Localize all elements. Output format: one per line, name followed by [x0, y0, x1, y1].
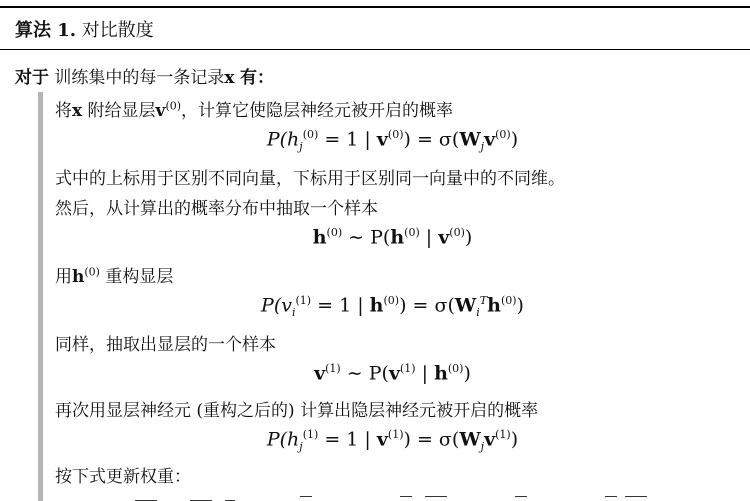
algorithm-title — [15, 16, 154, 42]
eq5-v: v — [376, 428, 388, 451]
equation-1 — [0, 128, 750, 153]
eq4-h: h — [434, 362, 448, 385]
eq2-v: v — [438, 226, 450, 249]
eq3-h-sup: (0) — [383, 294, 400, 307]
eq5-W: W — [459, 428, 481, 451]
eq1-mid: = 1 | — [318, 128, 377, 151]
eq1-v2: v — [484, 128, 496, 151]
step-1 — [55, 96, 453, 121]
loop-var: x — [224, 68, 235, 88]
eq1-v-sup: (0) — [387, 128, 404, 141]
eq1-lhs-sup: (0) — [302, 128, 319, 141]
eq3-W-sub: i — [476, 306, 480, 320]
eq3-end: ) — [516, 294, 524, 317]
step-1-var2: v — [155, 101, 166, 121]
step-5: 同样，抽取出显层的一个样本 — [55, 335, 276, 355]
eq1-W: W — [459, 128, 481, 151]
step-6: 再次用显层神经元 (重构之后的) 计算出隐层神经元被开启的概率 — [55, 401, 539, 421]
equation-4 — [0, 362, 750, 384]
eq5-v2: v — [484, 428, 496, 451]
eq2-v-sup: (0) — [449, 226, 465, 239]
eq2-h-sup: (0) — [326, 226, 343, 239]
loop-header — [15, 63, 274, 88]
equation-3 — [0, 294, 750, 319]
eq3-h: h — [369, 294, 384, 317]
truncated-equation-strokes — [95, 488, 655, 501]
loop-keyword: 对于 — [15, 68, 49, 88]
eq2-mid: ∼ P( — [342, 226, 391, 249]
eq4-bar: | — [415, 362, 435, 385]
step-1-tail: ，计算它使隐层神经元被开启的概率 — [181, 101, 454, 121]
eq1-v2-sup: (0) — [495, 128, 511, 141]
eq5-v-sup: (1) — [387, 428, 404, 441]
algorithm-label: 算法 1. — [15, 20, 77, 41]
eq4-mid: ∼ P( — [340, 362, 389, 385]
eq2-h: h — [312, 226, 327, 249]
equation-5 — [0, 428, 750, 453]
step-4-var: h — [72, 267, 85, 287]
eq4-end: ) — [463, 362, 471, 385]
eq5-end: ) — [510, 428, 519, 451]
equation-2 — [0, 226, 750, 248]
eq1-lhs-sub: j — [299, 140, 303, 154]
eq3-h2-sup: (0) — [500, 294, 517, 307]
loop-keyword-end: 有： — [239, 68, 274, 88]
step-1-pre: 将 — [55, 101, 72, 121]
eq3-lhs: P(v — [261, 294, 292, 317]
eq5-rhs: ) = σ( — [403, 428, 460, 451]
truncated-update-equation — [95, 488, 655, 501]
eq1-end: ) — [510, 128, 519, 151]
step-4-pre: 用 — [55, 267, 72, 287]
step-7: 按下式更新权重： — [55, 467, 191, 487]
step-4-sup: (0) — [84, 265, 100, 279]
eq4-v2-sup: (1) — [399, 362, 416, 375]
eq1-W-sub: j — [480, 140, 485, 154]
step-1-post: 附给显层 — [87, 101, 156, 121]
eq3-lhs-sub: i — [291, 306, 296, 320]
eq5-mid: = 1 | — [318, 428, 377, 451]
step-1-var: x — [72, 101, 83, 121]
eq5-W-sub: j — [480, 440, 485, 454]
eq4-v: v — [314, 362, 326, 385]
eq3-W-sup: T — [479, 294, 488, 307]
truncated-equation-glyphs — [95, 492, 655, 501]
eq5-lhs-sub: j — [299, 440, 303, 454]
algorithm-name: 对比散度 — [81, 20, 154, 41]
eq4-h-sup: (0) — [447, 362, 464, 375]
eq4-v-sup: (1) — [325, 362, 341, 375]
step-3: 然后，从计算出的概率分布中抽取一个样本 — [55, 199, 378, 219]
eq5-lhs: P(h — [266, 428, 300, 451]
eq3-lhs-sup: (1) — [295, 294, 312, 307]
eq1-lhs: P(h — [266, 128, 300, 151]
eq3-rhs: ) = σ( — [399, 294, 455, 317]
step-4-post: 重构显层 — [105, 267, 174, 287]
eq1-rhs: ) = σ( — [403, 128, 460, 151]
step-2: 式中的上标用于区别不同向量，下标用于区别同一向量中的不同维。 — [55, 169, 565, 189]
eq4-v2: v — [388, 362, 400, 385]
loop-text: 训练集中的每一条记录 — [54, 68, 225, 88]
eq2-bar: | — [419, 226, 439, 249]
top-rule — [0, 6, 750, 8]
eq1-v: v — [376, 128, 388, 151]
header-rule — [0, 49, 750, 50]
eq5-lhs-sup: (1) — [302, 428, 319, 441]
eq2-h2-sup: (0) — [404, 226, 420, 239]
eq2-end: ) — [464, 226, 473, 249]
step-4 — [55, 262, 173, 287]
eq3-W: W — [454, 294, 477, 317]
eq3-h2: h — [487, 294, 501, 317]
eq5-v2-sup: (1) — [495, 428, 511, 441]
eq3-mid: = 1 | — [311, 294, 370, 317]
step-1-sup2: (0) — [165, 99, 182, 113]
eq2-h2: h — [390, 226, 405, 249]
